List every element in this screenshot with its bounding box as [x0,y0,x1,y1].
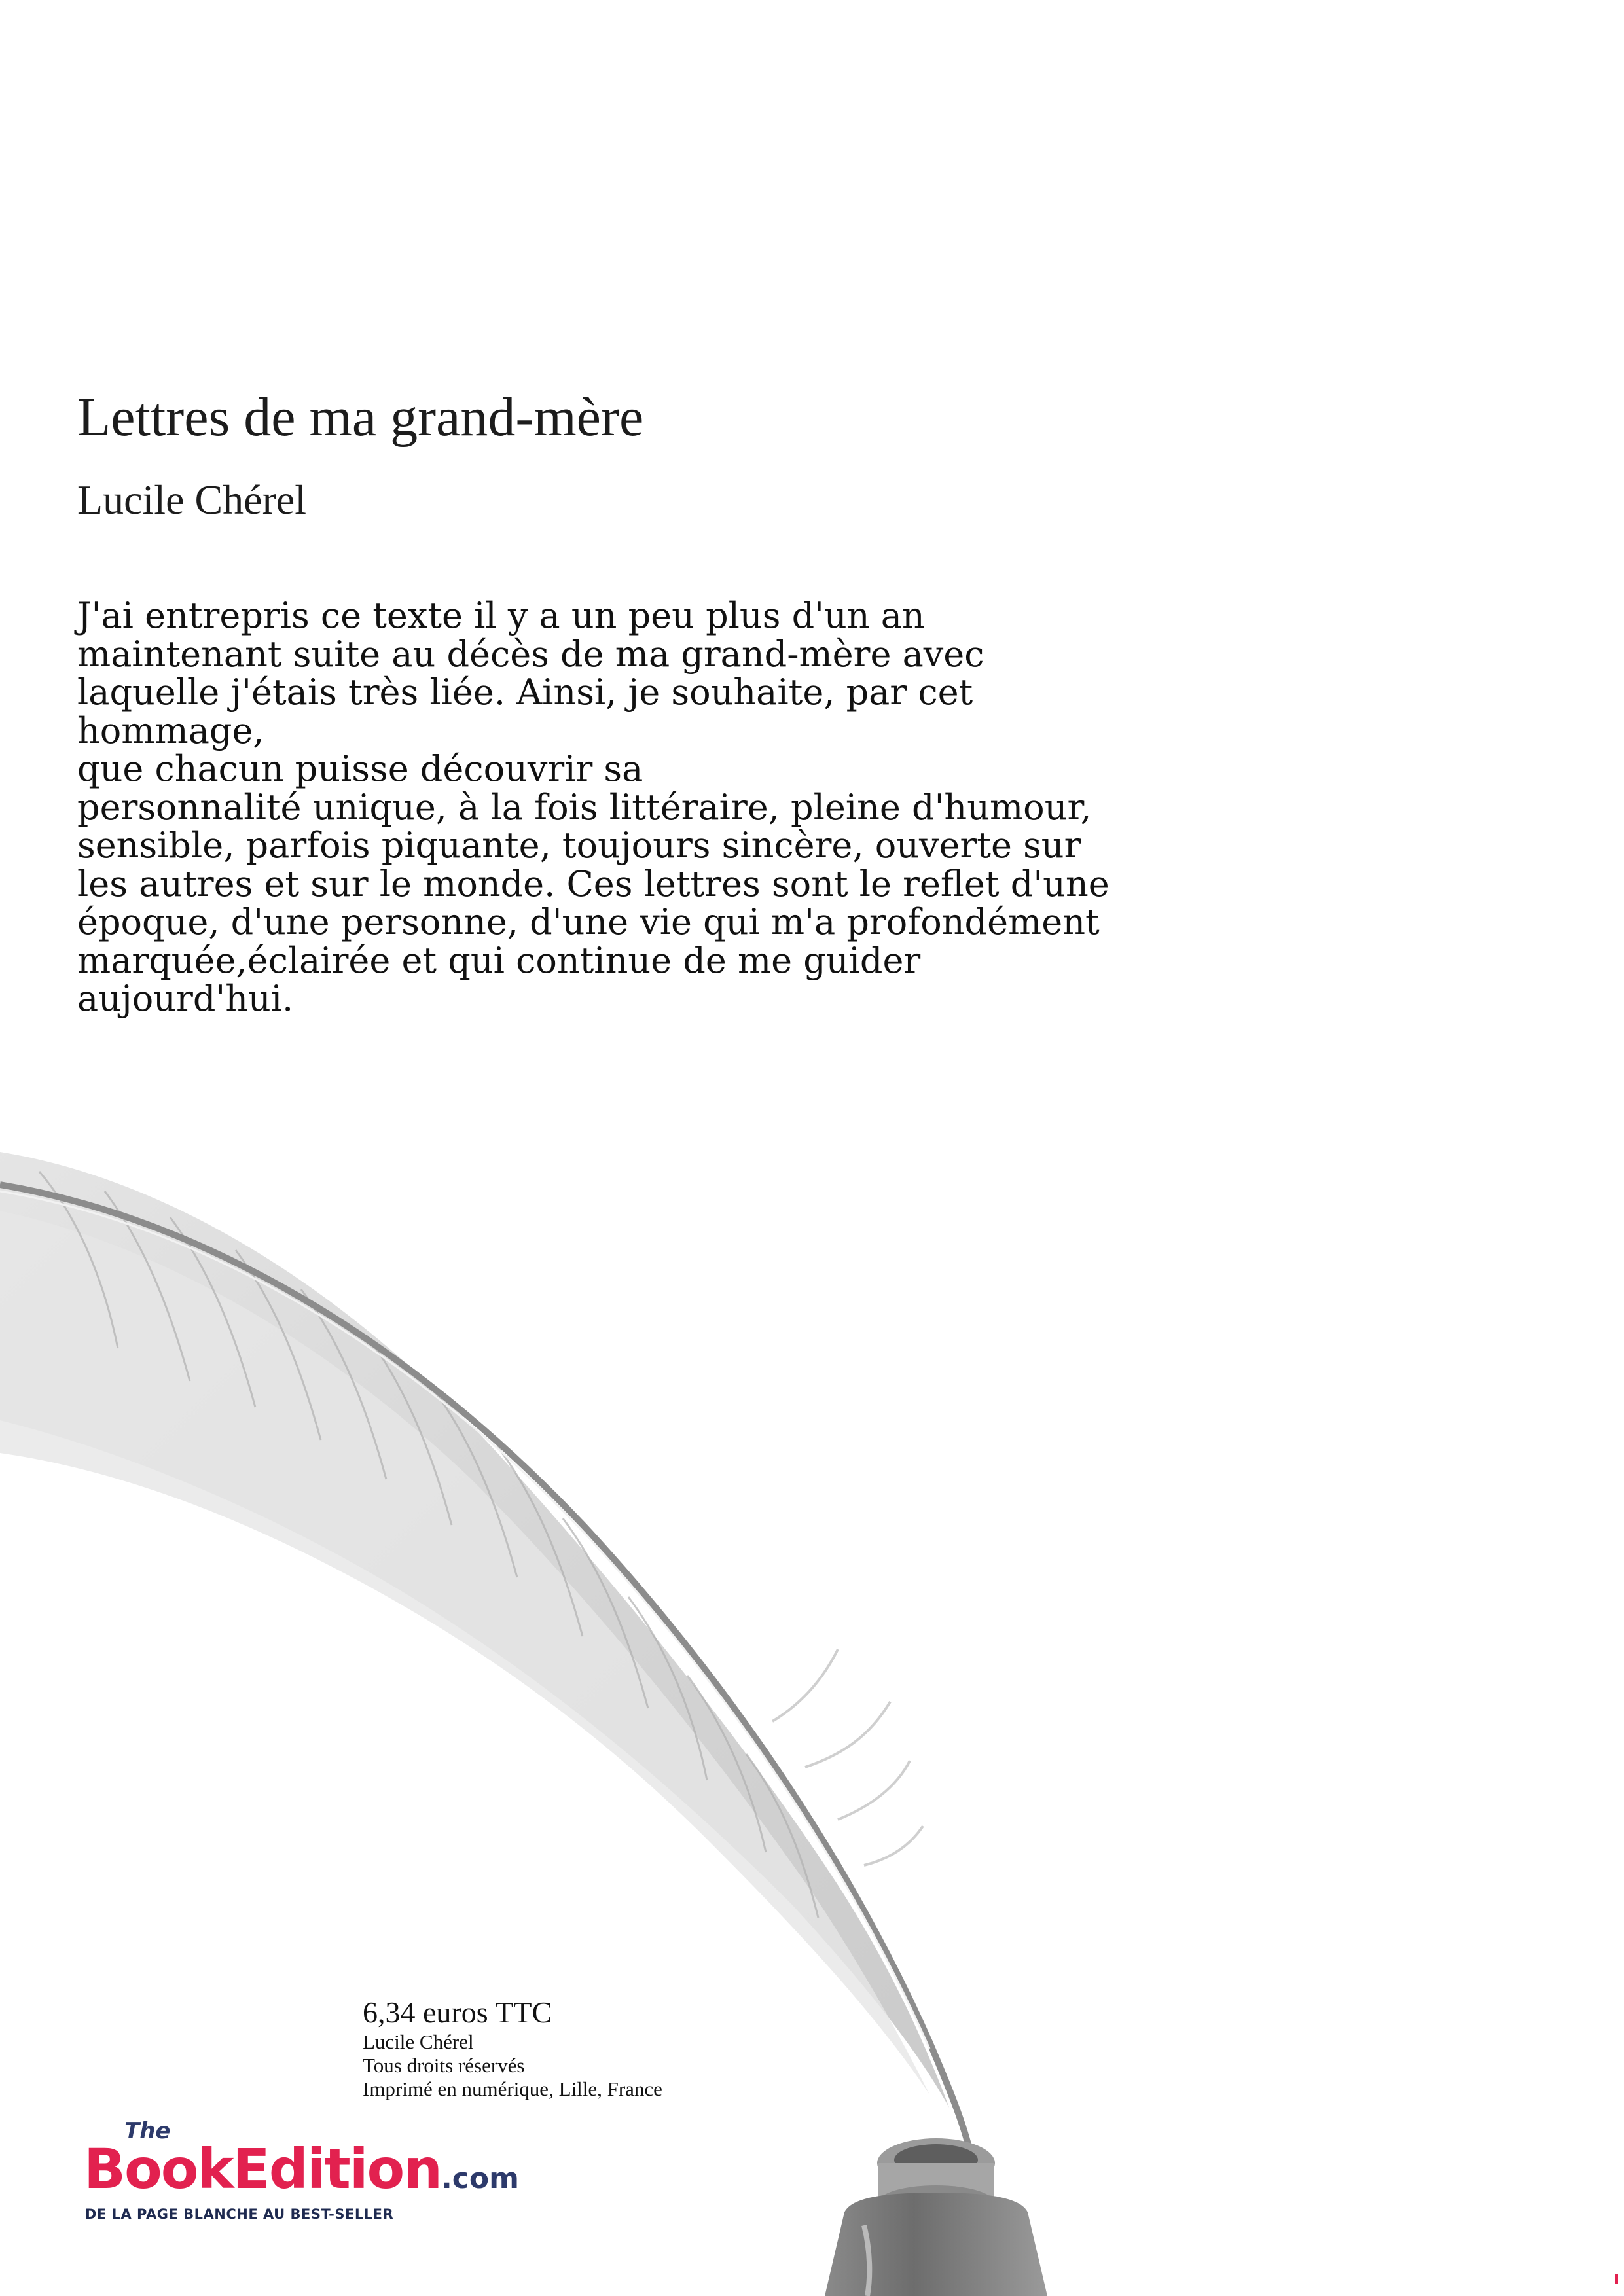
blurb-line: sensible, parfois piquante, toujours sincère, ouverte sur [77,825,1081,866]
print-location: Imprimé en numérique, Lille, France [363,2077,662,2100]
logo-brand-name: BookEdition [84,2137,442,2201]
blurb-line: hommage, [77,709,264,751]
logo-brand [84,2136,519,2212]
logo-tagline: DE LA PAGE BLANCHE AU BEST-SELLER [85,2206,394,2222]
blurb-line: que chacun puisse découvrir sa [77,748,643,789]
book-author: Lucile Chérel [77,476,307,523]
logo-the: The [124,2118,171,2144]
imprint-author: Lucile Chérel [363,2030,474,2053]
blurb-line: les autres et sur le monde. Ces lettres sont le reflet d'une [77,863,1110,905]
blurb-line: maintenant suite au décès de ma grand-mère avec [77,633,984,675]
rights-notice: Tous droits réservés [363,2054,525,2077]
blurb-line: aujourd'hui. [77,978,294,1019]
book-title: Lettres de ma grand-mère [77,387,644,448]
blurb-line: laquelle j'étais très liée. Ainsi, je souhaite, par cet [77,672,973,713]
blurb-line: marquée,éclairée et qui continue de me guider [77,939,921,981]
logo-domain: .com [441,2162,519,2195]
blurb-line: époque, d'une personne, d'une vie qui m'a profondément [77,901,1100,942]
imprint-block [363,1995,662,2101]
blurb-line: personnalité unique, à la fois littéraire, pleine d'humour, [77,786,1092,828]
blurb-line: J'ai entrepris ce texte il y a un peu plus d'un an [77,595,925,636]
edge-mark [1615,2274,1618,2284]
publisher-logo [79,2118,519,2242]
back-cover-blurb [77,597,1321,1018]
price: 6,34 euros TTC [363,1996,552,2029]
